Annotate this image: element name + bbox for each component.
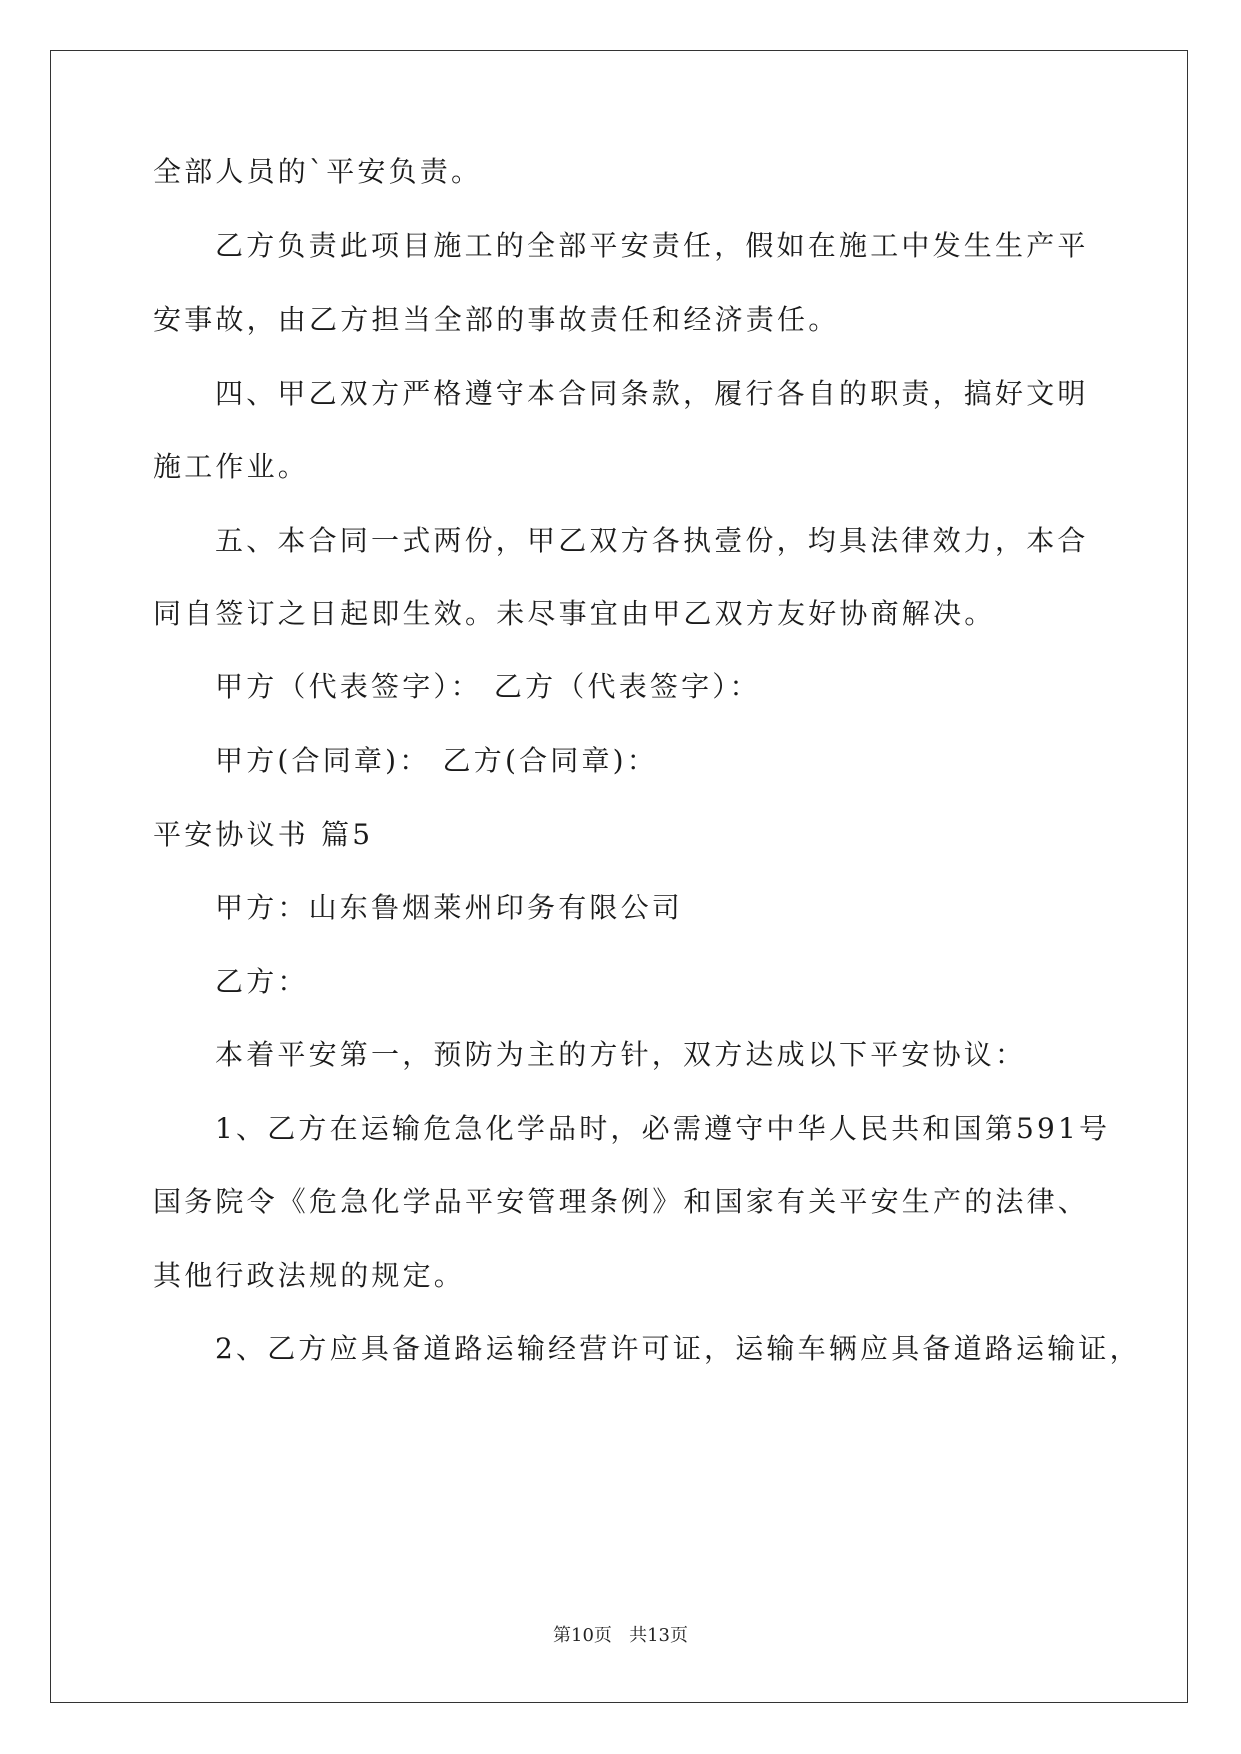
party-b-line: 乙方： — [215, 965, 309, 998]
signature-line-seal: 甲方(合同章)： 乙方(合同章)： — [215, 744, 658, 777]
page-number: 第10页 — [553, 1625, 612, 1646]
page-footer — [0, 1624, 1241, 1648]
text-line: 其他行政法规的规定。 — [153, 1259, 466, 1292]
paragraph-line: 乙方负责此项目施工的全部平安责任，假如在施工中发生生产平 — [215, 229, 1089, 262]
page-total: 共13页 — [629, 1625, 688, 1646]
party-a-line: 甲方：山东鲁烟莱州印务有限公司 — [215, 891, 684, 924]
paragraph-line: 本着平安第一，预防为主的方针，双方达成以下平安协议： — [215, 1038, 1027, 1071]
signature-line-representative: 甲方（代表签字）： 乙方（代表签字）： — [215, 670, 761, 703]
paragraph-line: 四、甲乙双方严格遵守本合同条款，履行各自的职责，搞好文明 — [215, 377, 1089, 410]
paragraph-line: 2、乙方应具备道路运输经营许可证，运输车辆应具备道路运输证， — [215, 1332, 1141, 1365]
text-line: 安事故，由乙方担当全部的事故责任和经济责任。 — [153, 303, 840, 336]
section-heading: 平安协议书 篇5 — [153, 818, 374, 851]
page-border — [50, 50, 1188, 1703]
text-line: 同自签订之日起即生效。未尽事宜由甲乙双方友好协商解决。 — [153, 597, 996, 630]
paragraph-line: 五、本合同一式两份，甲乙双方各执壹份，均具法律效力，本合 — [215, 524, 1089, 557]
text-line: 施工作业。 — [153, 450, 310, 483]
paragraph-line: 1、乙方在运输危急化学品时，必需遵守中华人民共和国第591号 — [215, 1112, 1111, 1145]
text-line: 国务院令《危急化学品平安管理条例》和国家有关平安生产的法律、 — [153, 1185, 1090, 1218]
text-line: 全部人员的`平安负责。 — [153, 155, 483, 188]
